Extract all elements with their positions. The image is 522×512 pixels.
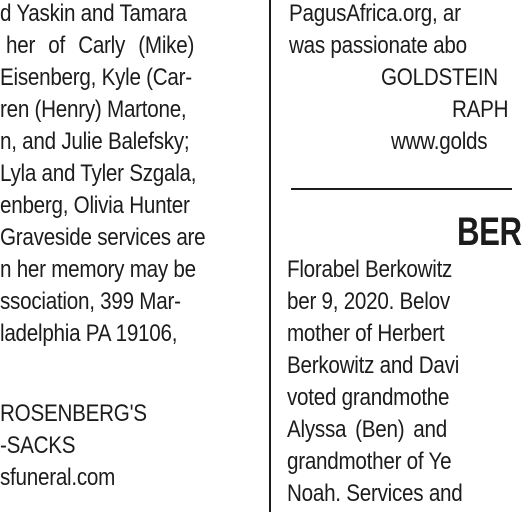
right-obituary-line-5: voted grandmothe [287, 384, 450, 411]
left-text-line-11: ladelphia PA 19106, [0, 320, 178, 347]
left-text-line-9: n her memory may be [0, 256, 196, 283]
right-obituary-line-8: Noah. Services and [287, 480, 463, 507]
left-text-line-4: ren (Henry) Martone, [0, 96, 187, 123]
right-obituary-line-7: grandmother of Ye [287, 448, 452, 475]
left-text-line-2: her of Carly (Mike) [6, 32, 195, 59]
right-column [277, 0, 512, 512]
right-top-line-2: was passionate abo [289, 32, 467, 59]
left-text-line-8: Graveside services are [0, 224, 206, 251]
right-obituary-line-4: Berkowitz and Davi [287, 352, 460, 379]
column-divider [269, 0, 271, 512]
right-funeral-home-website: www.golds [391, 128, 488, 155]
left-text-line-3: Eisenberg, Kyle (Car- [0, 64, 192, 91]
left-text-line-7: enberg, Olivia Hunter [0, 192, 190, 219]
right-obituary-line-3: mother of Herbert [287, 320, 445, 347]
obituary-heading: BER [457, 210, 522, 254]
left-text-line-5: n, and Julie Balefsky; [0, 128, 190, 155]
right-obituary-line-2: ber 9, 2020. Belov [287, 288, 450, 315]
left-text-line-10: ssociation, 399 Mar- [0, 288, 181, 315]
left-text-line-1: d Yaskin and Tamara [0, 0, 187, 27]
left-funeral-home-name: ROSENBERG'S [0, 400, 147, 427]
left-funeral-home-website: sfuneral.com [0, 464, 116, 491]
right-funeral-home-name-2: RAPH [452, 96, 509, 123]
left-text-line-6: Lyla and Tyler Szgala, [0, 160, 197, 187]
right-funeral-home-name: GOLDSTEIN [381, 64, 498, 91]
right-obituary-line-1: Florabel Berkowitz [287, 256, 453, 283]
section-divider [291, 188, 512, 190]
right-obituary-line-6: Alyssa (Ben) and [287, 416, 447, 443]
right-top-line-1: PagusAfrica.org, ar [289, 0, 461, 27]
left-funeral-home-name-2: -SACKS [0, 432, 76, 459]
